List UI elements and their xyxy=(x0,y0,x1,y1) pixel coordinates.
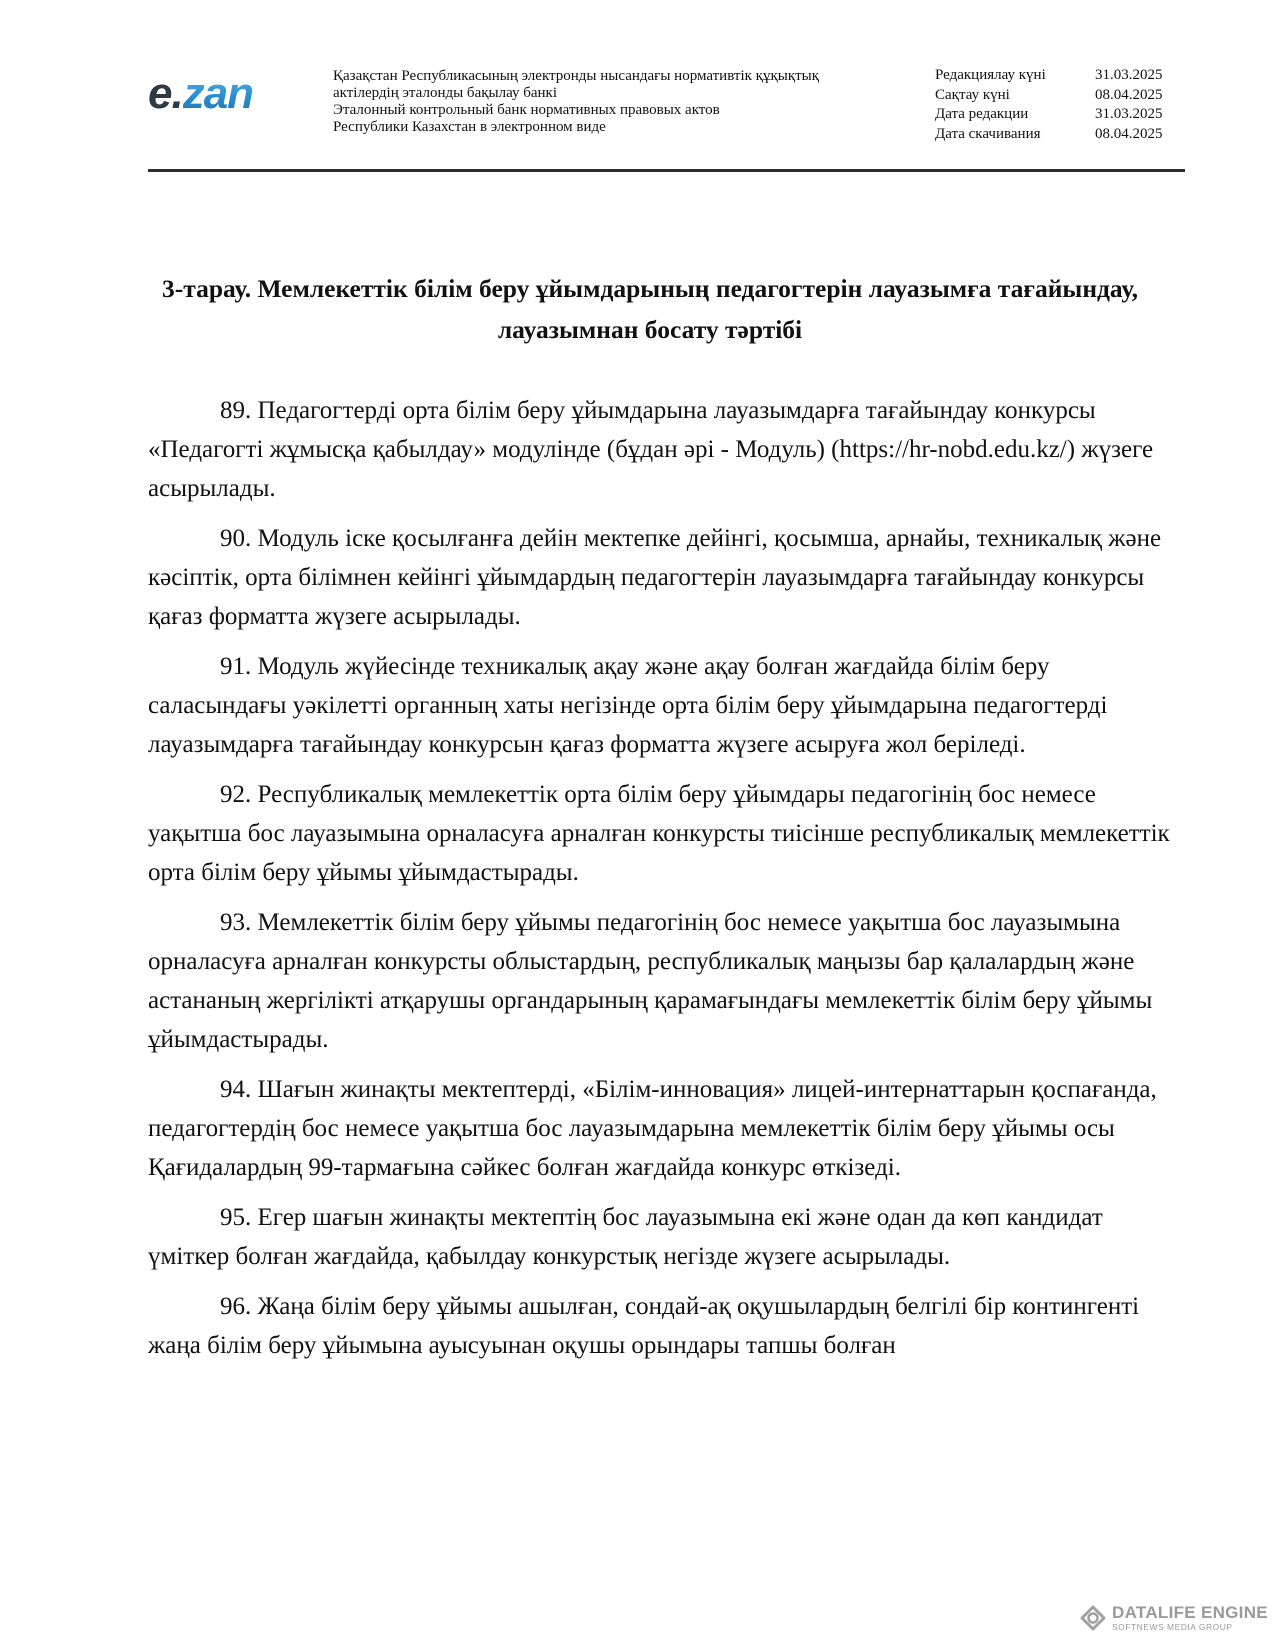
meta-row-download-date-ru xyxy=(935,125,1185,145)
meta-row-edit-date-ru xyxy=(935,105,1185,125)
header-divider xyxy=(148,169,1185,172)
chapter-title: 3-тарау. Мемлекеттік білім беру ұйымдарының педагогтерін лауазымға тағайындау, лауазымнан босату тәртібі xyxy=(162,274,1138,344)
meta-value: 31.03.2025 xyxy=(1095,106,1163,122)
bank-line: Эталонный контрольный банк нормативных правовых актов xyxy=(333,102,720,118)
document-body xyxy=(148,391,1188,1376)
meta-label: Редакциялау күні xyxy=(935,67,1046,83)
datalife-engine-logo-icon xyxy=(1080,1605,1106,1631)
paragraph-94: 94. Шағын жинақты мектептерді, «Білім-инновация» лицей-интернаттарын қоспағанда, педагогтердің бос немесе уақытша бос лауазымдарына мемлекеттік білім беру ұйымы осы Қағидалардың 99-тармағына сәйкес болған жағдайда конкурс өткізеді. xyxy=(148,1076,1157,1181)
document-header xyxy=(0,0,1275,180)
paragraph-93: 93. Мемлекеттік білім беру ұйымы педагогінің бос немесе уақытша бос лауазымына орналасуға арналған конкурсты облыстардың, республикалық маңызы бар қалалардың және астананың жергілікті атқарушы органдарының қарамағындағы мемлекеттік білім беру ұйымы ұйымдастырады. xyxy=(148,909,1153,1053)
meta-value: 08.04.2025 xyxy=(1095,125,1163,142)
meta-label: Дата скачивания xyxy=(935,125,1041,142)
bank-description xyxy=(333,68,819,136)
meta-label: Сақтау күні xyxy=(935,86,1010,103)
paragraph-95: 95. Егер шағын жинақты мектептің бос лауазымына екі және одан да көп кандидат үміткер болған жағдайда, қабылдау конкурстық негізде жүзеге асырылады. xyxy=(148,1204,1103,1270)
paragraph-90: 90. Модуль іске қосылғанға дейін мектепке дейінгі, қосымша, арнайы, техникалық және кәсіптік, орта білімнен кейінгі ұйымдардың педагогтерін лауазымдарға тағайындау конкурсы қағаз форматта жүзеге асырылады. xyxy=(148,525,1162,630)
meta-label: Дата редакции xyxy=(935,106,1029,122)
paragraph-96: 96. Жаңа білім беру ұйымы ашылған, сондай-ақ оқушылардың белгілі бір контингенті жаңа білім беру ұйымына ауысуынан оқушы орындары тапшы болған xyxy=(148,1293,1140,1359)
bank-line: Республики Казахстан в электронном виде xyxy=(333,119,606,135)
bank-line: Қазақстан Республикасының электронды нысандағы нормативтік құқықтық xyxy=(333,68,820,84)
meta-value: 31.03.2025 xyxy=(1095,67,1163,83)
meta-row-edit-date-kk xyxy=(935,66,1185,86)
bank-line: актілердің эталонды бақылау банкі xyxy=(333,85,557,101)
paragraph-89: 89. Педагогтерді орта білім беру ұйымдарына лауазымдарға тағайындау конкурсы «Педагогті жұмысқа қабылдау» модулінде (бұдан әрі - Модуль) (https://hr-nobd.edu.kz/) жүзеге асырылады. xyxy=(148,397,1154,502)
meta-row-save-date-kk xyxy=(935,86,1185,106)
logo-part-e: e. xyxy=(148,69,183,118)
meta-value: 08.04.2025 xyxy=(1095,86,1163,103)
logo-part-zan: zan xyxy=(182,69,254,118)
paragraph-92: 92. Республикалық мемлекеттік орта білім беру ұйымдары педагогінің бос немесе уақытша бос лауазымына орналасуға арналған конкурсты тиісінше республикалық мемлекеттік орта білім беру ұйымы ұйымдастырады. xyxy=(148,781,1170,886)
document-dates xyxy=(935,66,1185,144)
ezan-logo xyxy=(148,69,254,118)
paragraph-91: 91. Модуль жүйесінде техникалық ақау және ақау болған жағдайда білім беру саласындағы уәкілетті органның хаты негізінде орта білім беру ұйымдарына педагогтерді лауазымдарға тағайындау конкурсын қағаз форматта жүзеге асыруға жол беріледі. xyxy=(148,653,1108,758)
watermark-title: DATALIFE ENGINE xyxy=(1112,1603,1268,1622)
watermark xyxy=(1080,1604,1268,1632)
watermark-subtitle: SOFTNEWS MEDIA GROUP xyxy=(1112,1622,1233,1632)
